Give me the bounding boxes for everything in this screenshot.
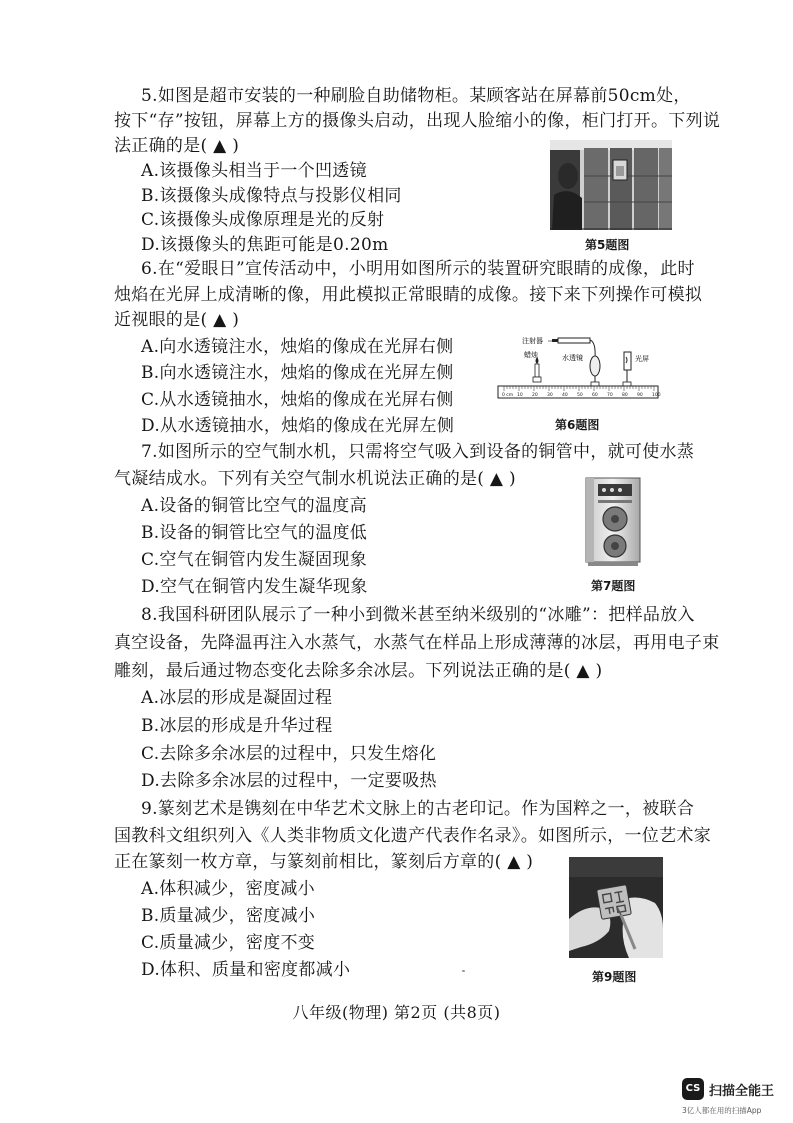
q9-option-d: D.体积、质量和密度都减小	[141, 960, 351, 980]
q5-stem-line-2: 按下“存”按钮，屏幕上方的摄像头启动，出现人脸缩小的像，柜门打开。下列说	[114, 111, 721, 131]
q9-option-c: C.质量减少，密度不变	[141, 933, 316, 953]
q6-optical-bench-figure	[494, 330, 664, 410]
q6-stem-line-2: 烛焰在光屏上成清晰的像，用此模拟正常眼睛的成像。接下来下列操作可模拟	[114, 285, 703, 305]
q7-stem-line-1: 7.如图所示的空气制水机，只需将空气吸入到设备的铜管中，就可使水蒸	[141, 442, 695, 462]
q9-stem-line-3: 正在篆刻一枚方章，与篆刻前相比，篆刻后方章的( ▲ )	[114, 852, 534, 872]
q9-seal-carving-photo	[569, 857, 663, 958]
q6-ruler-tick-label: 90	[637, 393, 643, 398]
q9-stem-line-1: 9.篆刻艺术是镌刻在中华艺术文脉上的古老印记。作为国粹之一，被联合	[141, 799, 695, 819]
q6-figure-caption: 第6题图	[555, 418, 600, 432]
q8-option-d: D.去除多余冰层的过程中，一定要吸热	[141, 771, 437, 791]
q5-option-b: B.该摄像头成像特点与投影仪相同	[141, 186, 402, 206]
q5-figure-caption: 第5题图	[585, 238, 630, 252]
q8-stem-line-3: 雕刻，最后通过物态变化去除多余冰层。下列说法正确的是( ▲ )	[114, 661, 603, 681]
q9-stem-line-2: 国教科文组织列入《人类非物质文化遗产代表作名录》。如图所示，一位艺术家	[114, 826, 711, 846]
q6-option-b: B.向水透镜注水，烛焰的像成在光屏左侧	[141, 363, 454, 383]
q8-option-a: A.冰层的形成是凝固过程	[141, 688, 333, 708]
q5-stem-line-1: 5.如图是超市安装的一种刷脸自助储物柜。某顾客站在屏幕前50cm处，	[141, 86, 691, 106]
q6-ruler-tick-label: 80	[622, 393, 628, 398]
q7-option-b: B.设备的铜管比空气的温度低	[141, 523, 368, 543]
q6-option-d: D.从水透镜抽水，烛焰的像成在光屏左侧	[141, 416, 455, 436]
q6-stem-line-3: 近视眼的是( ▲ )	[114, 310, 240, 330]
q6-option-a: A.向水透镜注水，烛焰的像成在光屏右侧	[141, 337, 454, 357]
q6-ruler-tick-label: 0 cm	[502, 393, 514, 398]
q6-ruler-tick-label: 20	[532, 393, 538, 398]
q6-option-c: C.从水透镜抽水，烛焰的像成在光屏右侧	[141, 390, 454, 410]
q5-locker-photo	[550, 140, 672, 230]
q7-air-water-machine-figure	[582, 474, 644, 568]
q9-option-a: A.体积减少，密度减小	[141, 879, 315, 899]
q6-ruler-tick-label: 10	[517, 393, 523, 398]
q6-label-screen: 光屏	[635, 355, 649, 363]
q7-option-d: D.空气在铜管内发生凝华现象	[141, 577, 368, 597]
q6-label-candle: 蜡烛	[524, 351, 538, 359]
scanner-tagline: 3亿人都在用的扫描App	[682, 1106, 762, 1115]
q5-option-c: C.该摄像头成像原理是光的反射	[141, 210, 385, 230]
q8-option-c: C.去除多余冰层的过程中，只发生熔化	[141, 744, 437, 764]
scan-speck	[462, 970, 465, 972]
q6-label-water-lens: 水透镜	[562, 354, 583, 362]
q5-option-d: D.该摄像头的焦距可能是0.20m	[141, 235, 389, 255]
q5-stem-line-3: 法正确的是( ▲ )	[114, 136, 240, 156]
q6-ruler-tick-label: 40	[562, 393, 568, 398]
q6-ruler-tick-label: 70	[607, 393, 613, 398]
q6-stem-line-1: 6.在“爱眼日”宣传活动中，小明用如图所示的装置研究眼睛的成像，此时	[141, 259, 695, 279]
q6-ruler-tick-label: 100	[652, 393, 661, 398]
q5-option-a: A.该摄像头相当于一个凹透镜	[141, 161, 367, 181]
q7-stem-line-2: 气凝结成水。下列有关空气制水机说法正确的是( ▲ )	[114, 469, 516, 489]
scanner-app-name: 扫描全能王	[709, 1084, 775, 1099]
q6-label-syringe: 注射器	[522, 337, 543, 345]
q8-option-b: B.冰层的形成是升华过程	[141, 716, 333, 736]
scanner-watermark	[682, 1078, 790, 1122]
q6-ruler-tick-label: 60	[592, 393, 598, 398]
page-footer: 八年级(物理) 第2页 (共8页)	[292, 1003, 501, 1022]
q9-option-b: B.质量减少，密度减小	[141, 906, 316, 926]
q6-ruler-tick-label: 50	[577, 393, 583, 398]
q7-option-a: A.设备的铜管比空气的温度高	[141, 496, 367, 516]
q7-figure-caption: 第7题图	[591, 579, 636, 593]
q6-ruler-tick-label: 30	[547, 393, 553, 398]
q9-figure-caption: 第9题图	[592, 970, 637, 984]
q7-option-c: C.空气在铜管内发生凝固现象	[141, 550, 368, 570]
scanner-logo-icon: CS	[682, 1078, 704, 1100]
q8-stem-line-2: 真空设备，先降温再注入水蒸气，水蒸气在样品上形成薄薄的冰层，再用电子束	[114, 633, 720, 653]
q8-stem-line-1: 8.我国科研团队展示了一种小到微米甚至纳米级别的“冰雕”：把样品放入	[141, 605, 695, 625]
